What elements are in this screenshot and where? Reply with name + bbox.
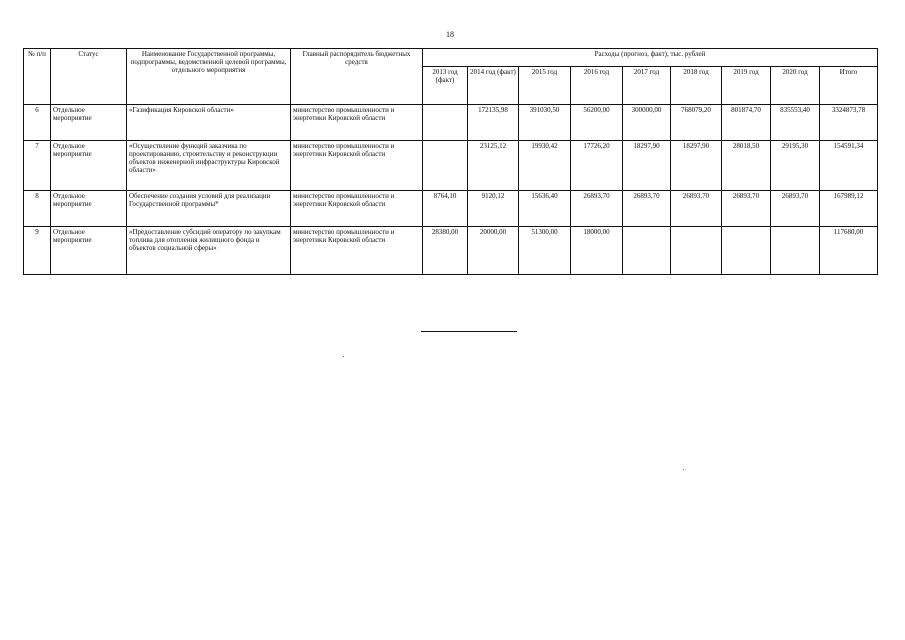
value-2020: 29195,30 [771,141,820,191]
value-2020 [771,227,820,275]
row-distributor: министерство промышленности и энергетики Кировской области [291,105,423,141]
value-2014: 172135,98 [468,105,519,141]
value-2020: 835553,40 [771,105,820,141]
scan-speck [683,469,684,470]
row-distributor: министерство промышленности и энергетики Кировской области [291,227,423,275]
value-2013 [423,141,468,191]
value-2013 [423,105,468,141]
row-program-name: «Осуществление функций заказчика по проектированию, строительству и реконструкции объектов инженерной инфраструктуры Кировской области» [127,141,291,191]
row-status: Отдельное мероприятие [51,191,127,227]
header-year-2018: 2018 год [671,67,722,105]
value-2015: 15636,40 [519,191,571,227]
value-2018: 768079,20 [671,105,722,141]
row-program-name: «Газификация Кировской области» [127,105,291,141]
value-total: 117680,00 [820,227,878,275]
value-2020: 26893,70 [771,191,820,227]
row-number: 6 [24,105,51,141]
value-2015: 51300,00 [519,227,571,275]
table-row [24,191,878,227]
section-divider [421,331,517,332]
value-2016: 26893,70 [571,191,623,227]
value-total: 3324873,78 [820,105,878,141]
value-2017: 300000,00 [623,105,671,141]
row-program-name: «Предоставление субсидий оператору по закупкам топлива для отопления жилищного фонда и объектов социальной сферы» [127,227,291,275]
expenses-table [23,48,878,275]
value-2016: 17726,20 [571,141,623,191]
value-2014: 23125,12 [468,141,519,191]
value-2016: 56200,00 [571,105,623,141]
row-number: 9 [24,227,51,275]
header-distributor: Главный распорядитель бюджетных средств [291,49,423,105]
header-status: Статус [51,49,127,105]
table-row [24,141,878,191]
row-distributor: министерство промышленности и энергетики Кировской области [291,191,423,227]
header-year-2016: 2016 год [571,67,623,105]
value-2014: 9120,12 [468,191,519,227]
header-year-2019: 2019 год [722,67,771,105]
value-2013: 28380,00 [423,227,468,275]
header-year-2013: 2013 год (факт) [423,67,468,105]
header-year-2014: 2014 год (факт) [468,67,519,105]
value-2018: 18297,90 [671,141,722,191]
value-2019 [722,227,771,275]
value-2019: 26893,70 [722,191,771,227]
value-2015: 391030,50 [519,105,571,141]
value-2013: 8764,10 [423,191,468,227]
header-year-2017: 2017 год [623,67,671,105]
value-2017: 18297,90 [623,141,671,191]
header-total: Итого [820,67,878,105]
value-2018 [671,227,722,275]
value-2016: 18000,00 [571,227,623,275]
row-number: 7 [24,141,51,191]
page-number: 18 [446,30,454,39]
header-year-2020: 2020 год [771,67,820,105]
row-status: Отдельное мероприятие [51,105,127,141]
header-program-name: Наименование Государственной программы, подпрограммы, ведомственной целевой программы, отдельного мероприятия [127,49,291,105]
header-year-2015: 2015 год [519,67,571,105]
value-2014: 20000,00 [468,227,519,275]
value-total: 167989,12 [820,191,878,227]
header-number: № п/п [24,49,51,105]
value-total: 154591,34 [820,141,878,191]
row-status: Отдельное мероприятие [51,141,127,191]
value-2018: 26893,70 [671,191,722,227]
value-2019: 28018,50 [722,141,771,191]
row-status: Отдельное мероприятие [51,227,127,275]
row-distributor: министерство промышленности и энергетики Кировской области [291,141,423,191]
table-row [24,227,878,275]
value-2017 [623,227,671,275]
table-row [24,105,878,141]
value-2017: 26893,70 [623,191,671,227]
value-2019: 801874,70 [722,105,771,141]
row-program-name: Обеспечение создания условий для реализации Государственной программы* [127,191,291,227]
scan-speck [343,356,344,357]
header-expenses: Расходы (прогноз, факт), тыс. рублей [423,49,878,67]
value-2015: 19930,42 [519,141,571,191]
row-number: 8 [24,191,51,227]
